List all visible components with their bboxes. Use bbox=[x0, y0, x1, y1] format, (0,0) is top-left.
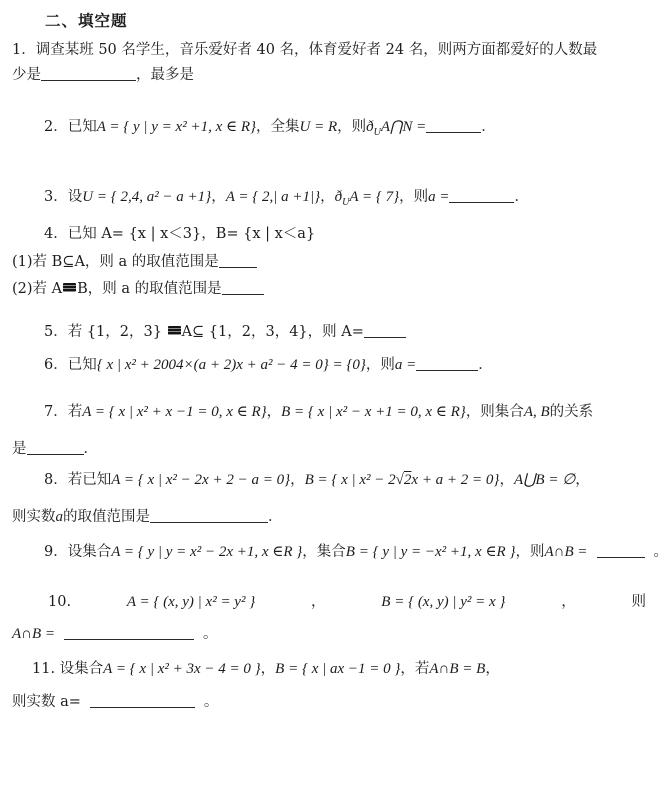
answer-blank bbox=[41, 67, 136, 81]
question-4 bbox=[12, 223, 660, 300]
answer-blank bbox=[222, 281, 264, 295]
question-3 bbox=[12, 186, 660, 208]
period: ． bbox=[514, 189, 529, 205]
text-run: ， bbox=[211, 189, 226, 205]
question-2 bbox=[12, 116, 660, 138]
answer-blank bbox=[597, 544, 645, 558]
section-title: 二、填空题 bbox=[45, 11, 128, 30]
text-run: ，全集 bbox=[256, 119, 300, 135]
math-run: A = { x | x² − 2x + 2 − a = 0} bbox=[111, 472, 291, 488]
radicand: 2 bbox=[403, 472, 412, 488]
period: 。 bbox=[203, 694, 219, 710]
answer-blank bbox=[364, 324, 406, 338]
period: ． bbox=[481, 119, 496, 135]
period: 。 bbox=[653, 544, 668, 560]
text-run: 2．已知 bbox=[44, 119, 97, 135]
math-run: a = bbox=[428, 189, 450, 205]
answer-blank bbox=[90, 694, 195, 708]
answer-blank bbox=[219, 254, 257, 268]
math-run: U = { 2,4, a² − a +1} bbox=[82, 189, 212, 205]
math-run: A = { x | x² + x −1 = 0, x ∈ R} bbox=[82, 404, 267, 420]
corrupted-subset-icon bbox=[168, 326, 181, 335]
question-7 bbox=[12, 401, 660, 460]
math-run: A = { 7} bbox=[349, 189, 400, 205]
question-line bbox=[44, 223, 660, 245]
question-1 bbox=[12, 39, 660, 86]
math-run: A∩B = bbox=[544, 544, 588, 560]
math-run: B = { x | x² − 2√2x + a + 2 = 0} bbox=[304, 472, 500, 488]
answer-blank bbox=[416, 357, 478, 371]
text-run: 4．已知 A= {x | x＜3}，B= {x | x＜a} bbox=[44, 226, 316, 242]
math-run: A = { y | y = x² +1, x ∈ R} bbox=[96, 119, 257, 135]
question-line bbox=[44, 354, 660, 376]
question-line bbox=[12, 691, 660, 713]
math-run: A∩B = B bbox=[429, 661, 486, 677]
text-run: ， bbox=[499, 472, 514, 488]
text-run: (1)若 B⊆A，则 a 的取值范围是 bbox=[12, 254, 219, 270]
question-10 bbox=[12, 591, 660, 645]
text-run: 3．设 bbox=[44, 189, 83, 205]
question-8 bbox=[12, 469, 660, 528]
question-number: 10. bbox=[48, 594, 72, 610]
question-line bbox=[44, 469, 660, 491]
math-run: A = { 2,| a +1|} bbox=[225, 189, 321, 205]
text-run: ， bbox=[290, 472, 305, 488]
question-line bbox=[12, 591, 660, 613]
math-run: A∩B = bbox=[12, 626, 56, 642]
text-run: 是 bbox=[12, 441, 27, 457]
question-line bbox=[12, 506, 660, 528]
text-run: 则 bbox=[631, 594, 646, 610]
text-run: ，则 bbox=[399, 189, 429, 205]
math-run: B = { x | x² − x +1 = 0, x ∈ R} bbox=[281, 404, 466, 420]
text-run: 7．若 bbox=[44, 404, 83, 420]
math-run: B = { y | y = −x² +1, x ∈R } bbox=[345, 544, 516, 560]
period: ． bbox=[478, 357, 493, 373]
answer-blank bbox=[449, 189, 514, 203]
text-run: ，若 bbox=[400, 661, 430, 677]
text-run: A⊆ {1，2，3，4}，则 A= bbox=[181, 324, 364, 340]
math-run: A = { y | y = x² − 2x +1, x ∈R } bbox=[111, 544, 303, 560]
answer-blank bbox=[27, 441, 84, 455]
text-run: ，则 bbox=[337, 119, 367, 135]
math-run: a bbox=[55, 509, 63, 525]
text-run: ， bbox=[311, 594, 326, 610]
question-line bbox=[44, 116, 660, 138]
answer-blank bbox=[426, 119, 481, 133]
period: 。 bbox=[203, 626, 218, 642]
corrupted-subset-icon bbox=[63, 283, 76, 292]
text-run: 9．设集合 bbox=[44, 544, 112, 560]
subscript-u: U bbox=[342, 197, 350, 208]
text-run: ， bbox=[485, 661, 500, 677]
question-line bbox=[12, 251, 660, 273]
period: ． bbox=[83, 441, 98, 457]
question-line bbox=[12, 39, 660, 61]
question-5 bbox=[12, 321, 660, 343]
question-line bbox=[12, 278, 660, 300]
question-6 bbox=[12, 354, 660, 376]
math-run: A = { (x, y) | x² = y² } bbox=[126, 594, 256, 610]
question-line bbox=[12, 438, 660, 460]
text-run: 的取值范围是 bbox=[63, 509, 150, 525]
math-run: A = { x | x² + 3x − 4 = 0 } bbox=[103, 661, 261, 677]
text-run: B，则 a 的取值范围是 bbox=[77, 281, 222, 297]
text-run: ，则 bbox=[365, 357, 395, 373]
question-line bbox=[44, 321, 660, 343]
text-run: ， bbox=[575, 472, 590, 488]
text-run: 6．已知 bbox=[44, 357, 97, 373]
question-11 bbox=[12, 658, 660, 713]
text-run: ， bbox=[266, 404, 282, 420]
text-run: ，则 bbox=[515, 544, 545, 560]
text-run: 则实数 bbox=[12, 509, 56, 525]
question-line bbox=[12, 64, 660, 86]
question-line bbox=[44, 401, 660, 423]
question-9 bbox=[12, 541, 668, 563]
math-run: A, B bbox=[523, 404, 550, 420]
text-run: 5．若 {1，2，3} bbox=[44, 324, 167, 340]
math-run: a = bbox=[394, 357, 417, 373]
text-run: 1．调查某班 50 名学生，音乐爱好者 40 名，体育爱好者 24 名，则两方面都爱好的人数最 bbox=[12, 42, 598, 58]
text-run: ， bbox=[561, 594, 576, 610]
math-run: A⋃B = ∅ bbox=[513, 472, 576, 488]
text-run: ，集合 bbox=[302, 544, 346, 560]
answer-blank bbox=[150, 509, 268, 523]
math-run: B = { (x, y) | y² = x } bbox=[381, 594, 506, 610]
math-run: U = R bbox=[299, 119, 338, 135]
question-line bbox=[44, 186, 660, 208]
text-run: 的关系 bbox=[549, 404, 594, 420]
text-run: ，最多是 bbox=[136, 67, 194, 83]
text-run: ，则集合 bbox=[465, 404, 524, 420]
text-run: ， bbox=[260, 661, 276, 677]
answer-blank bbox=[64, 626, 194, 640]
question-line bbox=[32, 658, 660, 680]
text-run: 少是 bbox=[12, 67, 41, 83]
period: ． bbox=[268, 509, 283, 525]
question-line bbox=[44, 541, 668, 563]
math-run: A⋂N = bbox=[380, 119, 427, 135]
math-run: { x | x² + 2004×(a + 2)x + a² − 4 = 0} = {0} bbox=[96, 357, 366, 373]
complement-symbol: $ð_U$ bbox=[366, 119, 381, 138]
text-run: 则实数 a= bbox=[12, 694, 81, 710]
subscript-u: U bbox=[373, 127, 381, 138]
text-run: ， bbox=[320, 189, 335, 205]
text-run: 8．若已知 bbox=[44, 472, 112, 488]
complement-symbol: $ð_U$ bbox=[334, 189, 350, 208]
text-run: 11. 设集合 bbox=[32, 661, 104, 677]
question-line bbox=[12, 623, 660, 645]
text-run: (2)若 A bbox=[12, 281, 63, 297]
math-run: B = { x | ax −1 = 0 } bbox=[275, 661, 401, 677]
